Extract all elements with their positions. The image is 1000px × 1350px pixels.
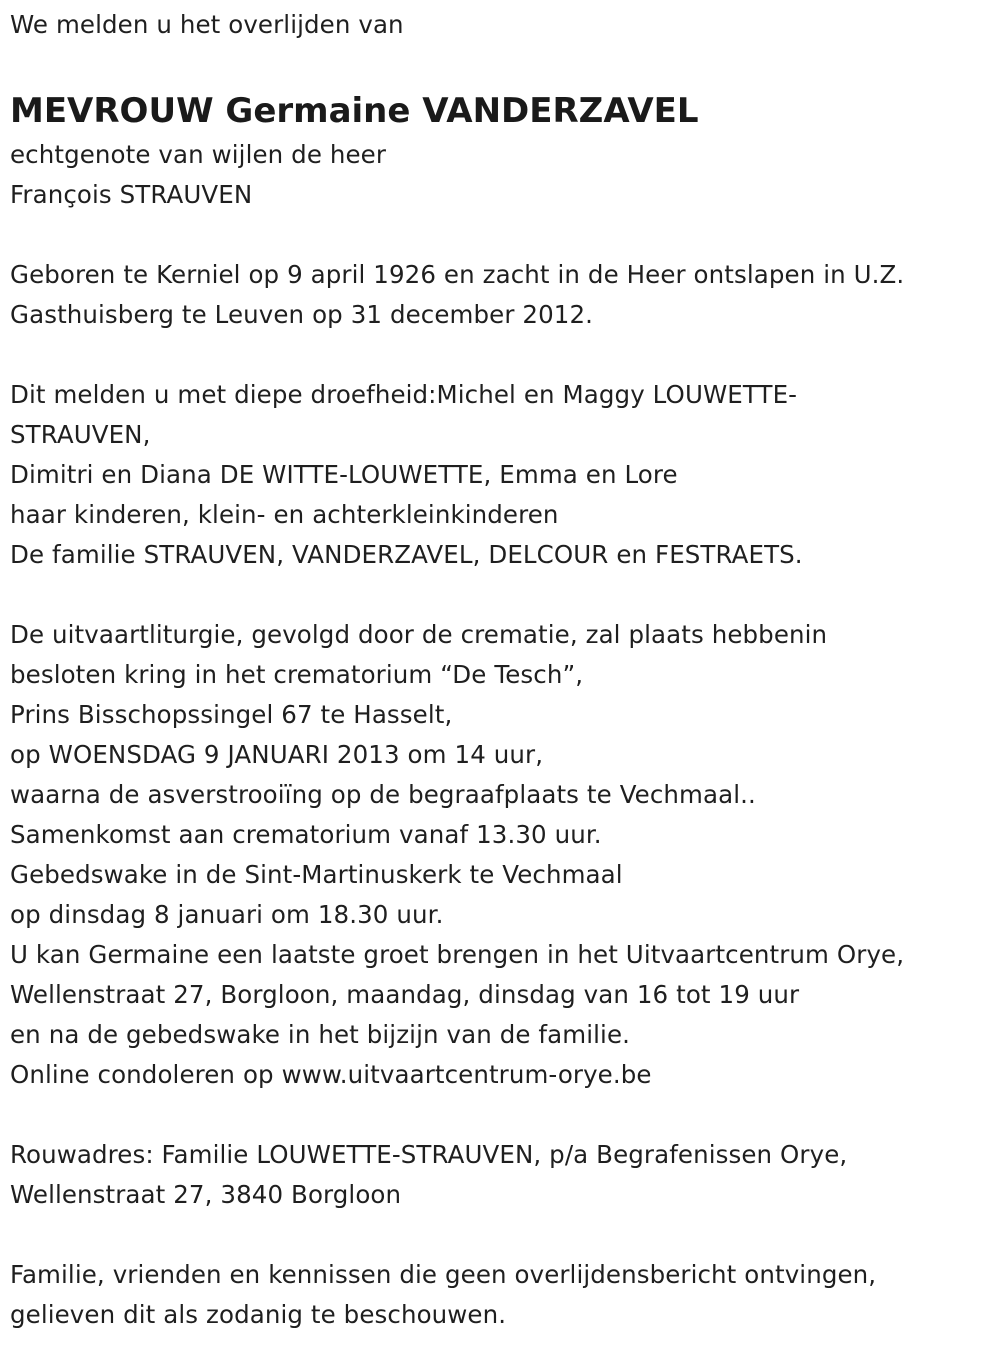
spacer	[10, 1215, 995, 1255]
spacer	[10, 1095, 995, 1135]
ceremony-line: op dinsdag 8 januari om 18.30 uur.	[10, 900, 444, 929]
closing-line: Familie, vrienden en kennissen die geen overlijdensbericht ontvingen,	[10, 1260, 877, 1289]
family-line: Dimitri en Diana DE WITTE-LOUWETTE, Emma en Lore	[10, 460, 678, 489]
deceased-name: MEVROUW Germaine VANDERZAVEL	[10, 91, 699, 131]
birth-death-line: Gasthuisberg te Leuven op 31 december 2012.	[10, 300, 594, 329]
closing-line: gelieven dit als zodanig te beschouwen.	[10, 1300, 507, 1329]
condolence-website-line: Online condoleren op www.uitvaartcentrum-orye.be	[10, 1060, 652, 1089]
ceremony-line: De uitvaartliturgie, gevolgd door de crematie, zal plaats hebbenin	[10, 620, 828, 649]
ceremony-line: waarna de asverstrooiïng op de begraafplaats te Vechmaal..	[10, 780, 756, 809]
spouse-line: François STRAUVEN	[10, 180, 253, 209]
birth-death-block	[10, 255, 995, 335]
spacer	[10, 335, 995, 375]
ceremony-line: Gebedswake in de Sint-Martinuskerk te Vechmaal	[10, 860, 623, 889]
ceremony-line: Prins Bisschopssingel 67 te Hasselt,	[10, 700, 453, 729]
spouse-block	[10, 135, 995, 215]
family-line: Dit melden u met diepe droefheid:Michel en Maggy LOUWETTE-	[10, 380, 798, 409]
ceremony-line: Samenkomst aan crematorium vanaf 13.30 uur.	[10, 820, 602, 849]
ceremony-line: op WOENSDAG 9 JANUARI 2013 om 14 uur,	[10, 740, 544, 769]
address-line: Wellenstraat 27, 3840 Borgloon	[10, 1180, 402, 1209]
address-line: Rouwadres: Familie LOUWETTE-STRAUVEN, p/a Begrafenissen Orye,	[10, 1140, 848, 1169]
ceremony-line: U kan Germaine een laatste groet brengen in het Uitvaartcentrum Orye,	[10, 940, 905, 969]
family-line: haar kinderen, klein- en achterkleinkinderen	[10, 500, 559, 529]
spouse-line: echtgenote van wijlen de heer	[10, 140, 387, 169]
birth-death-line: Geboren te Kerniel op 9 april 1926 en zacht in de Heer ontslapen in U.Z.	[10, 260, 905, 289]
spacer	[10, 50, 995, 87]
ceremony-line: besloten kring in het crematorium “De Tesch”,	[10, 660, 584, 689]
family-block	[10, 375, 995, 575]
spacer	[10, 215, 995, 255]
ceremony-block	[10, 615, 995, 1095]
family-line: De familie STRAUVEN, VANDERZAVEL, DELCOUR en FESTRAETS.	[10, 540, 803, 569]
obituary-notice	[10, 0, 995, 1335]
ceremony-line: Wellenstraat 27, Borgloon, maandag, dinsdag van 16 tot 19 uur	[10, 980, 800, 1009]
ceremony-line: en na de gebedswake in het bijzijn van de familie.	[10, 1020, 631, 1049]
address-block	[10, 1135, 995, 1215]
family-line: STRAUVEN,	[10, 420, 151, 449]
spacer	[10, 575, 995, 615]
intro-text: We melden u het overlijden van	[10, 10, 404, 39]
closing-block	[10, 1255, 995, 1335]
